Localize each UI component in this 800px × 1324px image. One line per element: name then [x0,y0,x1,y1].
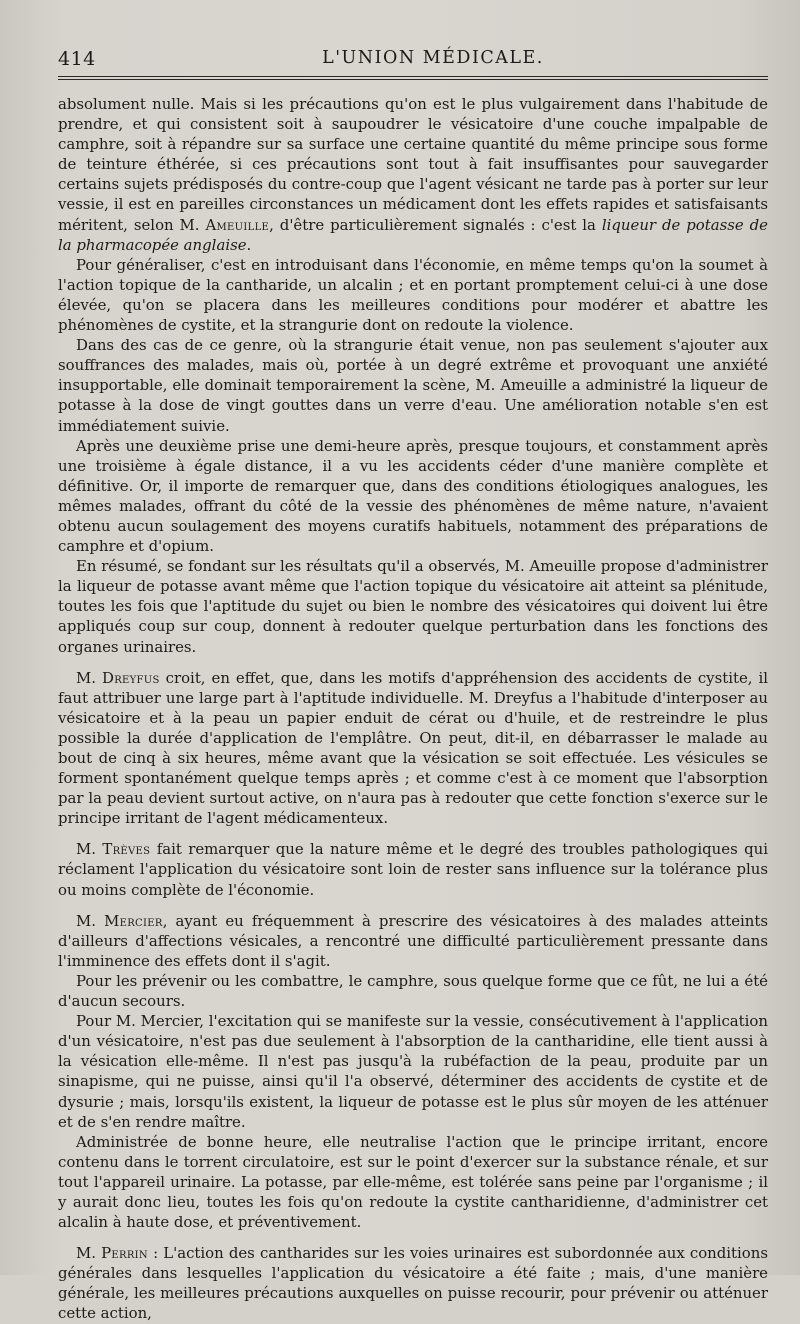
text-run: Administrée de bonne heure, elle neutralise l'action que le principe irritant, encore contenu dans le torrent circulatoire, est sur le point d'exercer sur la substance rénale, et sur tout l'appareil urinaire. La potasse, par elle-même, est tolérée sans peine par l'organisme ; il y aurait donc lieu, toutes les fois qu'on redoute la cystite cantharidienne, d'administrer cet alcalin à haute dose, et préventivement. [58,1132,768,1232]
text-run: fait remarquer que la nature même et le degré des troubles pathologiques qui réclament l'application du vésicatoire sont loin de rester sans influence sur la tolérance plus ou moins complète de l'économie. [58,840,768,899]
running-title: L'UNION MÉDICALE. [322,48,544,68]
paragraph-p2 [58,255,768,335]
speaker-name: Perrin [101,1244,148,1263]
text-run: absolument nulle. Mais si les précautions qu'on est le plus vulgairement dans l'habitude de prendre, et qui consistent soit à saupoudrer le vésicatoire d'une couche impalpable de camphre, soit à répandre sur sa surface une certaine quantité du même principe sous forme de teinture éthérée, si ces précautions sont tout à fait insuffisantes pour sauvegarder certains sujets prédisposés du contre-coup que l'agent vésicant ne tarde pas à porter sur leur vessie, il est en pareilles circonstances un médicament dont les effets rapides et satisfaisants méritent, selon M. [58,95,768,234]
paragraph-p10 [58,1011,768,1132]
text-run: M. [76,840,103,859]
text-run: En résumé, se fondant sur les résultats qu'il a observés, M. Ameuille propose d'administrer la liqueur de potasse avant même que l'action topique du vésicatoire ait atteint sa plénitude, toutes les fois que l'aptitude du sujet ou bien le nombre des vésicatoires qui doivent lui être appliqués coup sur coup, donnent à redouter quelque perturbation dans les fonctions des organes urinaires. [58,557,768,656]
speaker-name: Ameuille [205,215,270,234]
text-run: croit, en effet, que, dans les motifs d'appréhension des accidents de cystite, il faut attribuer une large part à l'aptitude individuelle. M. Dreyfus a l'habitude d'interposer au vésicatoire et à la peau un papier enduit de cérat ou d'huile, et de restreindre le plus possible la durée d'application de l'emplâtre. On peut, dit-il, en débarrasser le malade au bout de cinq à six heures, même avant que la vésication se soit effectuée. Les vésicules se forment spontanément quelque temps après ; et comme c'est à ce moment que l'absorption par la peau devient surtout active, on n'aura pas à redouter que cette fonction s'exerce sur le principe irritant de l'agent médicamenteux. [58,668,768,828]
text-run: M. [76,1244,102,1263]
text-run: , d'être particulièrement signalés : c'est la [269,215,602,234]
text-run: : L'action des cantharides sur les voies urinaires est subordonnée aux conditions générales dans lesquelles l'application du vésicatoire a été faite ; mais, d'une manière générale, les meilleures précautions auxquelles on puisse recourir, pour prévenir ou atténuer cette action, [58,1244,768,1323]
paragraph-p9 [58,971,768,1011]
header-rule [58,76,768,80]
page-number: 414 [58,48,96,70]
text-run: Dans des cas de ce genre, où la strangurie était venue, non pas seulement s'ajouter aux souffrances des malades, mais où, portée à un degré extrême et provoquant une anxiété insupportable, elle dominait temporairement la scène, M. Ameuille a administré la liqueur de potasse à la dose de vingt gouttes dans un verre d'eau. Une amélioration notable s'en est immédiatement suivie. [58,336,768,435]
page-header [58,46,768,76]
text-run: , ayant eu fréquemment à prescrire des vésicatoires à des malades atteints d'ailleurs d'affections vésicales, a rencontré une difficulté particulièrement pressante dans l'imminence des effets dont il s'agit. [58,911,768,970]
speaker-name: Dreyfus [101,668,160,687]
speaker-name: Trèves [102,840,151,859]
paragraph-p5 [58,556,768,656]
paragraph-p4 [58,436,768,557]
text-run: Pour les prévenir ou les combattre, le camphre, sous quelque forme que ce fût, ne lui a été d'aucun secours. [58,971,768,1011]
paragraph-p6 [58,668,768,829]
text-run: M. [76,911,105,930]
speaker-name: Mercier [104,911,163,930]
paragraph-p11 [58,1132,768,1232]
text-run: Pour M. Mercier, l'excitation qui se manifeste sur la vessie, consécutivement à l'application d'un vésicatoire, n'est pas due seulement à l'absorption de la cantharidine, elle tient aussi à la vésication elle-même. Il n'est pas jusqu'à la rubéfaction de la peau, produite par un sinapisme, qui ne puisse, ainsi qu'il l'a observé, déterminer des accidents de cystite et de dysurie ; mais, lorsqu'ils existent, la liqueur de potasse est le plus sûr moyen de les atténuer et de s'en rendre maître. [58,1012,768,1131]
paragraph-p7 [58,839,768,899]
paragraph-p1 [58,94,768,255]
text-run: Pour généraliser, c'est en introduisant dans l'économie, en même temps qu'on la soumet à l'action topique de la cantharide, un alcalin ; et en portant promptement celui-ci à une dose élevée, qu'on se placera dans les meilleures conditions pour modérer et abattre les phénomènes de cystite, et la strangurie dont on redoute la violence. [58,255,768,335]
paragraph-p8 [58,911,768,971]
body-text [58,94,768,1324]
paragraph-p3 [58,335,768,435]
text-run: Après une deuxième prise une demi-heure après, presque toujours, et constamment après une troisième à égale distance, il a vu les accidents céder d'une manière complète et définitive. Or, il importe de remarquer que, dans des conditions étiologiques analogues, les mêmes malades, offrant du côté de la vessie des phénomènes de même nature, n'avaient obtenu aucun soulagement des moyens curatifs habituels, notamment des préparations de camphre et d'opium. [58,436,768,556]
text-run: . [246,235,252,254]
italic-term: liqueur de potasse de la pharmacopée anglaise [58,215,768,254]
paragraph-p12 [58,1243,768,1323]
text-run: M. [76,668,102,687]
